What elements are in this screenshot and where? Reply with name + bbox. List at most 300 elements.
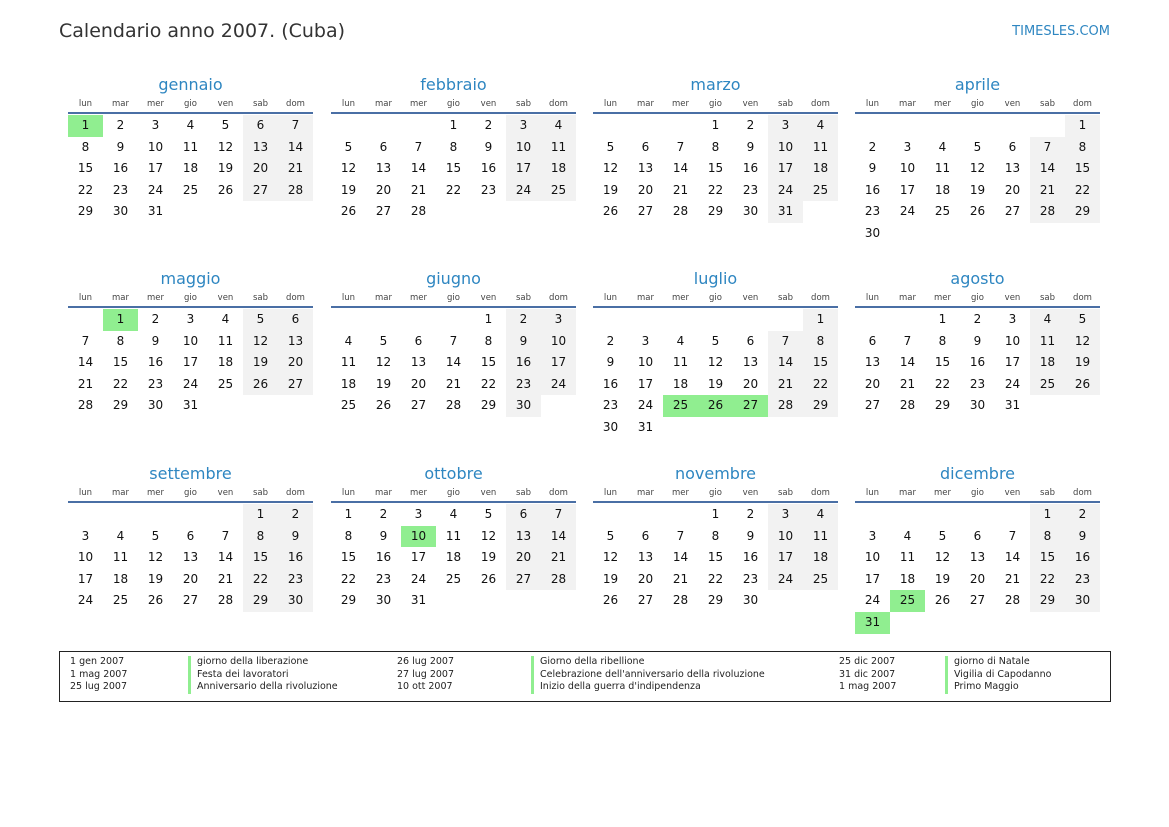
day-cell: 7 bbox=[676, 528, 685, 543]
week-row bbox=[855, 612, 1100, 634]
day-cell: 28 bbox=[217, 593, 234, 608]
day-cell: 10 bbox=[77, 550, 94, 565]
day-cell: 5 bbox=[938, 528, 947, 543]
week-row bbox=[855, 115, 1100, 137]
weekday-label: ven bbox=[217, 293, 234, 303]
weekday-header bbox=[593, 96, 838, 112]
day-cell: 22 bbox=[1030, 569, 1065, 591]
day-cell: 28 bbox=[899, 398, 916, 413]
week-row bbox=[593, 526, 838, 548]
day-cell: 3 bbox=[903, 139, 912, 154]
day-cell: 12 bbox=[969, 161, 986, 176]
day-cell: 10 bbox=[768, 137, 803, 159]
day-cell: 29 bbox=[934, 398, 951, 413]
weekday-label: mer bbox=[933, 293, 951, 303]
day-cell: 5 bbox=[973, 139, 982, 154]
weekday-label: lun bbox=[603, 293, 618, 303]
week-row bbox=[331, 309, 576, 331]
empty-cell bbox=[401, 115, 436, 137]
legend-date: 1 mag 2007 bbox=[70, 668, 128, 680]
week-row bbox=[593, 569, 838, 591]
day-cell: 5 bbox=[711, 333, 720, 348]
empty-cell bbox=[1065, 223, 1100, 245]
day-cell: 18 bbox=[340, 376, 357, 391]
day-cell: 14 bbox=[1004, 550, 1021, 565]
week-row bbox=[593, 590, 838, 612]
day-cell: 24 bbox=[1004, 376, 1021, 391]
day-cell: 3 bbox=[768, 504, 803, 526]
day-cell: 24 bbox=[541, 374, 576, 396]
day-cell: 26 bbox=[340, 204, 357, 219]
weekday-label: sab bbox=[252, 293, 269, 303]
weekday-label: mar bbox=[375, 293, 392, 303]
day-cell: 27 bbox=[733, 395, 768, 417]
legend-holiday-name: Celebrazione dell'anniversario della rivoluzione bbox=[531, 669, 765, 682]
week-row bbox=[855, 223, 1100, 245]
day-cell: 23 bbox=[112, 182, 129, 197]
empty-cell bbox=[1065, 395, 1100, 417]
day-cell: 14 bbox=[541, 526, 576, 548]
day-cell: 17 bbox=[182, 355, 199, 370]
day-cell: 14 bbox=[77, 355, 94, 370]
legend-date: 10 ott 2007 bbox=[397, 681, 453, 692]
empty-cell bbox=[506, 590, 541, 612]
weekday-label: mar bbox=[637, 488, 654, 498]
weekday-label: gio bbox=[971, 99, 984, 109]
day-cell: 18 bbox=[217, 355, 234, 370]
weekday-label: mar bbox=[375, 99, 392, 109]
day-cell: 22 bbox=[243, 569, 278, 591]
day-cell: 2 bbox=[1065, 504, 1100, 526]
day-cell: 27 bbox=[182, 593, 199, 608]
week-row bbox=[68, 569, 313, 591]
day-cell: 5 bbox=[606, 139, 615, 154]
day-cell: 30 bbox=[375, 593, 392, 608]
day-cell: 7 bbox=[278, 115, 313, 137]
empty-cell bbox=[960, 223, 995, 245]
weekday-label: mar bbox=[899, 293, 916, 303]
day-cell: 2 bbox=[973, 312, 982, 326]
day-cell: 30 bbox=[742, 204, 759, 219]
week-row bbox=[593, 201, 838, 223]
empty-cell bbox=[1030, 115, 1065, 137]
day-cell: 9 bbox=[116, 139, 125, 154]
day-cell: 6 bbox=[243, 115, 278, 137]
day-cell: 3 bbox=[768, 115, 803, 137]
day-cell: 10 bbox=[864, 550, 881, 565]
day-cell: 19 bbox=[375, 376, 392, 391]
day-cell: 14 bbox=[410, 161, 427, 176]
legend-holiday-name: giorno di Natale bbox=[945, 656, 1030, 669]
week-row bbox=[68, 309, 313, 331]
weekday-header bbox=[331, 290, 576, 306]
day-cell: 12 bbox=[243, 331, 278, 353]
week-row bbox=[855, 331, 1100, 353]
day-cell: 13 bbox=[864, 355, 881, 370]
day-cell: 10 bbox=[147, 139, 164, 154]
day-cell: 12 bbox=[217, 139, 234, 154]
site-link[interactable]: TIMESLES.COM bbox=[1012, 24, 1110, 39]
weekday-label: ven bbox=[742, 488, 759, 498]
day-cell: 7 bbox=[541, 504, 576, 526]
day-cell: 3 bbox=[506, 115, 541, 137]
day-cell: 4 bbox=[1030, 309, 1065, 331]
weekday-label: gio bbox=[184, 99, 197, 109]
weekday-label: mer bbox=[409, 488, 427, 498]
week-row bbox=[855, 547, 1100, 569]
day-cell: 12 bbox=[1065, 331, 1100, 353]
empty-cell bbox=[138, 504, 173, 526]
empty-cell bbox=[1030, 612, 1065, 634]
week-row bbox=[331, 137, 576, 159]
week-row bbox=[68, 115, 313, 137]
week-row bbox=[331, 395, 576, 417]
day-cell: 24 bbox=[899, 204, 916, 219]
header-divider bbox=[331, 501, 576, 503]
day-cell: 20 bbox=[506, 547, 541, 569]
day-cell: 18 bbox=[803, 158, 838, 180]
day-cell: 19 bbox=[602, 571, 619, 586]
day-cell: 2 bbox=[151, 312, 160, 326]
day-cell: 8 bbox=[449, 139, 458, 154]
day-cell: 19 bbox=[147, 571, 164, 586]
day-cell: 14 bbox=[768, 352, 803, 374]
day-cell: 28 bbox=[672, 593, 689, 608]
weekday-label: gio bbox=[709, 488, 722, 498]
day-cell: 8 bbox=[81, 139, 90, 154]
day-cell: 1 bbox=[1030, 504, 1065, 526]
legend-holiday-name: Primo Maggio bbox=[945, 681, 1019, 694]
day-cell: 25 bbox=[182, 182, 199, 197]
day-cell: 5 bbox=[221, 118, 230, 132]
day-cell: 18 bbox=[541, 158, 576, 180]
weekday-label: ven bbox=[1004, 488, 1021, 498]
day-cell: 25 bbox=[934, 204, 951, 219]
month-name: maggio bbox=[160, 269, 221, 288]
week-row bbox=[593, 504, 838, 526]
empty-cell bbox=[173, 201, 208, 223]
month-giugno bbox=[331, 268, 576, 417]
month-novembre bbox=[593, 463, 838, 612]
day-cell: 21 bbox=[672, 182, 689, 197]
day-cell: 5 bbox=[606, 528, 615, 543]
empty-cell bbox=[593, 309, 628, 331]
day-cell: 9 bbox=[379, 528, 388, 543]
weekday-label: gio bbox=[971, 293, 984, 303]
month-febbraio bbox=[331, 74, 576, 223]
day-cell: 19 bbox=[969, 182, 986, 197]
month-name: luglio bbox=[693, 269, 738, 288]
day-cell: 19 bbox=[480, 550, 497, 565]
day-cell: 29 bbox=[243, 590, 278, 612]
day-cell: 23 bbox=[864, 204, 881, 219]
day-cell: 16 bbox=[375, 550, 392, 565]
week-row bbox=[593, 352, 838, 374]
day-cell: 16 bbox=[112, 161, 129, 176]
day-cell: 19 bbox=[1065, 352, 1100, 374]
day-cell: 14 bbox=[445, 355, 462, 370]
week-row bbox=[68, 395, 313, 417]
empty-cell bbox=[663, 417, 698, 439]
weekday-label: mer bbox=[671, 488, 689, 498]
day-cell: 17 bbox=[637, 376, 654, 391]
day-cell: 16 bbox=[742, 161, 759, 176]
header-divider bbox=[855, 306, 1100, 308]
empty-cell bbox=[331, 309, 366, 331]
day-cell: 30 bbox=[969, 398, 986, 413]
month-name: novembre bbox=[674, 464, 757, 483]
day-cell: 19 bbox=[340, 182, 357, 197]
day-cell: 18 bbox=[934, 182, 951, 197]
legend-holiday-name: Anniversario della rivoluzione bbox=[188, 681, 338, 694]
week-row bbox=[68, 331, 313, 353]
day-cell: 13 bbox=[182, 550, 199, 565]
day-cell: 9 bbox=[746, 139, 755, 154]
day-cell: 2 bbox=[506, 309, 541, 331]
weekday-label: ven bbox=[480, 99, 497, 109]
day-cell: 12 bbox=[340, 161, 357, 176]
day-cell: 30 bbox=[112, 204, 129, 219]
empty-cell bbox=[698, 417, 733, 439]
weekday-label: mar bbox=[112, 488, 129, 498]
day-cell: 25 bbox=[445, 571, 462, 586]
day-cell: 18 bbox=[803, 547, 838, 569]
day-cell: 10 bbox=[401, 526, 436, 548]
day-cell: 20 bbox=[182, 571, 199, 586]
day-cell: 8 bbox=[803, 331, 838, 353]
empty-cell bbox=[436, 201, 471, 223]
day-cell: 25 bbox=[1030, 374, 1065, 396]
day-cell: 12 bbox=[602, 161, 619, 176]
day-cell: 1 bbox=[1065, 115, 1100, 137]
empty-cell bbox=[278, 201, 313, 223]
weekday-label: sab bbox=[1039, 99, 1056, 109]
day-cell: 5 bbox=[344, 139, 353, 154]
week-row bbox=[855, 137, 1100, 159]
day-cell: 13 bbox=[506, 526, 541, 548]
day-cell: 9 bbox=[606, 355, 615, 370]
day-cell: 6 bbox=[1008, 139, 1017, 154]
day-cell: 13 bbox=[375, 161, 392, 176]
day-cell: 18 bbox=[672, 376, 689, 391]
weekday-label: lun bbox=[341, 99, 356, 109]
day-cell: 23 bbox=[278, 569, 313, 591]
day-cell: 8 bbox=[484, 333, 493, 348]
weekday-label: sab bbox=[252, 99, 269, 109]
day-cell: 6 bbox=[641, 139, 650, 154]
day-cell: 10 bbox=[899, 161, 916, 176]
day-cell: 15 bbox=[803, 352, 838, 374]
empty-cell bbox=[243, 395, 278, 417]
day-cell: 16 bbox=[864, 182, 881, 197]
week-row bbox=[331, 374, 576, 396]
week-row bbox=[331, 352, 576, 374]
empty-cell bbox=[890, 612, 925, 634]
header-divider bbox=[593, 306, 838, 308]
empty-cell bbox=[243, 201, 278, 223]
day-cell: 25 bbox=[803, 180, 838, 202]
week-row bbox=[593, 137, 838, 159]
day-cell: 20 bbox=[969, 571, 986, 586]
day-cell: 22 bbox=[340, 571, 357, 586]
week-row bbox=[68, 504, 313, 526]
day-cell: 2 bbox=[606, 333, 615, 348]
empty-cell bbox=[208, 395, 243, 417]
day-cell: 4 bbox=[676, 333, 685, 348]
weekday-label: ven bbox=[742, 99, 759, 109]
empty-cell bbox=[208, 201, 243, 223]
day-cell: 27 bbox=[637, 593, 654, 608]
empty-cell bbox=[628, 309, 663, 331]
week-row bbox=[593, 374, 838, 396]
weekday-label: gio bbox=[184, 293, 197, 303]
week-row bbox=[68, 374, 313, 396]
day-cell: 30 bbox=[602, 419, 619, 434]
day-cell: 13 bbox=[637, 550, 654, 565]
day-cell: 12 bbox=[707, 355, 724, 370]
weekday-label: mar bbox=[899, 488, 916, 498]
header-divider bbox=[68, 501, 313, 503]
month-name: marzo bbox=[690, 75, 741, 94]
day-cell: 21 bbox=[768, 374, 803, 396]
day-cell: 28 bbox=[77, 398, 94, 413]
day-cell: 26 bbox=[375, 398, 392, 413]
header-divider bbox=[855, 112, 1100, 114]
weekday-label: dom bbox=[1073, 488, 1092, 498]
day-cell: 1 bbox=[449, 118, 458, 132]
header-divider bbox=[331, 306, 576, 308]
day-cell: 29 bbox=[77, 204, 94, 219]
day-cell: 16 bbox=[1065, 547, 1100, 569]
day-cell: 23 bbox=[1065, 569, 1100, 591]
weekday-label: lun bbox=[865, 99, 880, 109]
day-cell: 2 bbox=[116, 118, 125, 132]
day-cell: 11 bbox=[340, 355, 357, 370]
legend-date: 31 dic 2007 bbox=[839, 668, 896, 680]
empty-cell bbox=[890, 504, 925, 526]
day-cell: 6 bbox=[278, 309, 313, 331]
weekday-label: lun bbox=[78, 488, 93, 498]
weekday-label: mar bbox=[112, 293, 129, 303]
weekday-label: mer bbox=[933, 488, 951, 498]
week-row bbox=[331, 201, 576, 223]
empty-cell bbox=[925, 504, 960, 526]
weekday-label: lun bbox=[341, 488, 356, 498]
day-cell: 11 bbox=[112, 550, 129, 565]
empty-cell bbox=[855, 504, 890, 526]
day-cell: 15 bbox=[934, 355, 951, 370]
month-aprile bbox=[855, 74, 1100, 245]
weekday-label: mar bbox=[637, 99, 654, 109]
week-row bbox=[68, 137, 313, 159]
day-cell: 5 bbox=[379, 333, 388, 348]
day-cell: 13 bbox=[1004, 161, 1021, 176]
day-cell: 18 bbox=[1030, 352, 1065, 374]
day-cell: 4 bbox=[541, 115, 576, 137]
day-cell: 21 bbox=[1004, 571, 1021, 586]
day-cell: 24 bbox=[506, 180, 541, 202]
week-row bbox=[68, 590, 313, 612]
day-cell: 4 bbox=[803, 115, 838, 137]
day-cell: 27 bbox=[637, 204, 654, 219]
weekday-label: dom bbox=[811, 488, 830, 498]
day-cell: 25 bbox=[803, 569, 838, 591]
day-cell: 7 bbox=[676, 139, 685, 154]
month-name: giugno bbox=[426, 269, 481, 288]
day-cell: 8 bbox=[938, 333, 947, 348]
weekday-label: ven bbox=[742, 293, 759, 303]
empty-cell bbox=[663, 309, 698, 331]
weekday-label: gio bbox=[184, 488, 197, 498]
day-cell: 4 bbox=[903, 528, 912, 543]
day-cell: 25 bbox=[112, 593, 129, 608]
empty-cell bbox=[890, 115, 925, 137]
weekday-label: gio bbox=[447, 99, 460, 109]
day-cell: 31 bbox=[768, 201, 803, 223]
month-name: gennaio bbox=[158, 75, 223, 94]
empty-cell bbox=[593, 504, 628, 526]
weekday-header bbox=[68, 485, 313, 501]
day-cell: 26 bbox=[969, 204, 986, 219]
day-cell: 17 bbox=[410, 550, 427, 565]
empty-cell bbox=[68, 504, 103, 526]
day-cell: 12 bbox=[934, 550, 951, 565]
day-cell: 21 bbox=[899, 376, 916, 391]
day-cell: 19 bbox=[602, 182, 619, 197]
weekday-label: dom bbox=[811, 99, 830, 109]
day-cell: 7 bbox=[1030, 137, 1065, 159]
day-cell: 22 bbox=[707, 182, 724, 197]
empty-cell bbox=[663, 115, 698, 137]
empty-cell bbox=[366, 309, 401, 331]
empty-cell bbox=[628, 504, 663, 526]
week-row bbox=[593, 309, 838, 331]
empty-cell bbox=[593, 115, 628, 137]
day-cell: 4 bbox=[803, 504, 838, 526]
day-cell: 15 bbox=[1030, 547, 1065, 569]
day-cell: 31 bbox=[855, 612, 890, 634]
day-cell: 26 bbox=[480, 571, 497, 586]
empty-cell bbox=[960, 504, 995, 526]
day-cell: 23 bbox=[969, 376, 986, 391]
day-cell: 16 bbox=[506, 352, 541, 374]
day-cell: 11 bbox=[541, 137, 576, 159]
day-cell: 6 bbox=[414, 333, 423, 348]
day-cell: 15 bbox=[480, 355, 497, 370]
empty-cell bbox=[401, 309, 436, 331]
day-cell: 31 bbox=[1004, 398, 1021, 413]
empty-cell bbox=[803, 201, 838, 223]
day-cell: 8 bbox=[711, 528, 720, 543]
day-cell: 17 bbox=[77, 571, 94, 586]
weekday-label: dom bbox=[286, 293, 305, 303]
weekday-label: dom bbox=[1073, 99, 1092, 109]
week-row bbox=[593, 115, 838, 137]
day-cell: 29 bbox=[803, 395, 838, 417]
day-cell: 7 bbox=[81, 333, 90, 348]
day-cell: 2 bbox=[868, 139, 877, 154]
day-cell: 2 bbox=[278, 504, 313, 526]
day-cell: 3 bbox=[641, 333, 650, 348]
day-cell: 15 bbox=[112, 355, 129, 370]
weekday-label: dom bbox=[549, 488, 568, 498]
day-cell: 3 bbox=[186, 312, 195, 326]
weekday-label: mer bbox=[671, 293, 689, 303]
empty-cell bbox=[208, 504, 243, 526]
empty-cell bbox=[995, 115, 1030, 137]
day-cell: 30 bbox=[278, 590, 313, 612]
day-cell: 5 bbox=[484, 507, 493, 521]
